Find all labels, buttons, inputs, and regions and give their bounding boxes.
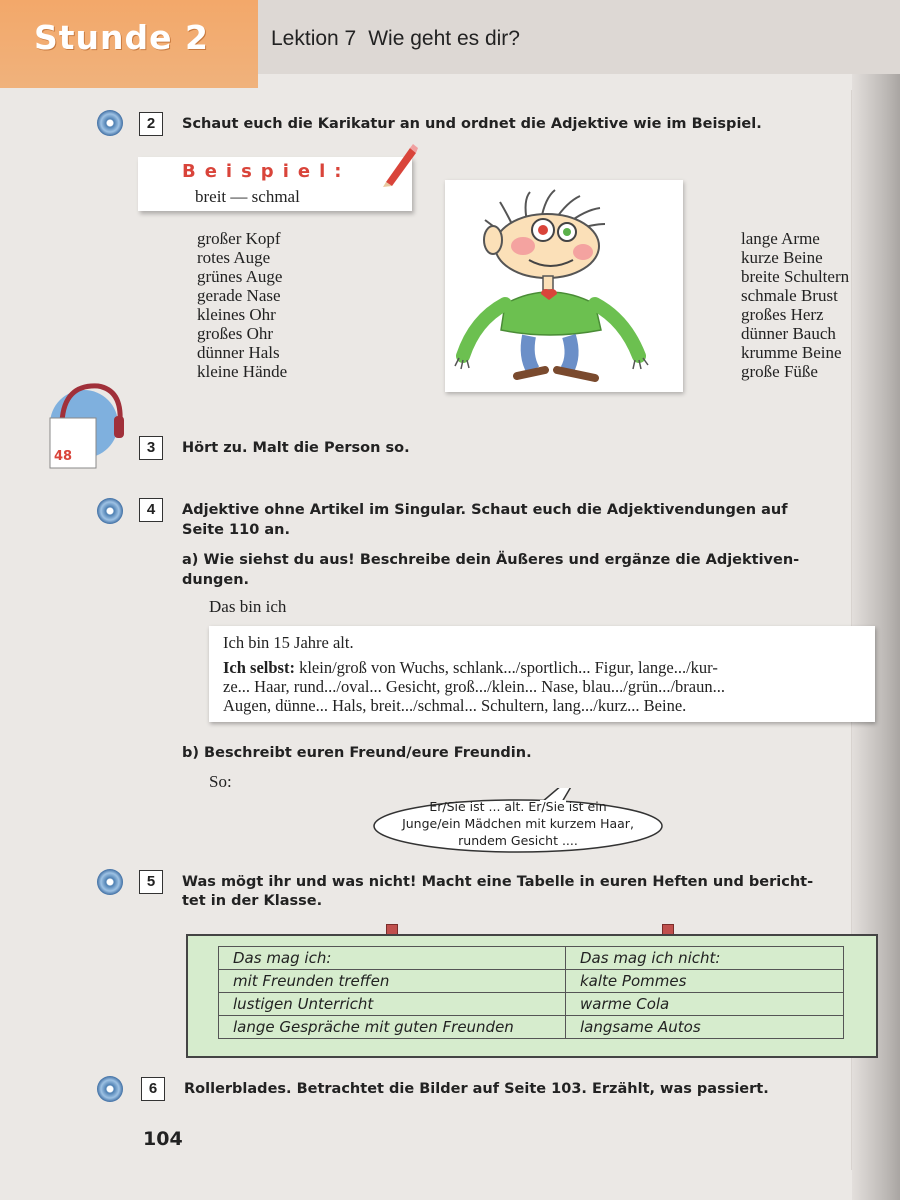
adjective-item: grünes Auge: [197, 267, 283, 286]
audio-track-number: 48: [54, 449, 73, 464]
lesson-name: Wie geht es dir?: [368, 27, 520, 50]
adjective-item: großer Kopf: [197, 229, 281, 248]
adjective-item: kleines Ohr: [197, 305, 276, 324]
exercise-4b: b) Beschreibt euren Freund/eure Freundin.: [182, 745, 532, 761]
adjective-item: rotes Auge: [197, 248, 271, 267]
table-cell: warme Cola: [566, 993, 844, 1016]
pencil-icon: [380, 142, 420, 188]
adjective-item: dünner Bauch: [741, 324, 836, 343]
page-number: 104: [143, 1128, 183, 1150]
exercise-number-5: 5: [139, 870, 163, 894]
table-cell: lange Gespräche mit guten Freunden: [219, 1016, 566, 1039]
table-cell: lustigen Unterricht: [219, 993, 566, 1016]
lektion-label: Lektion 7: [271, 27, 357, 50]
table-cell: langsame Autos: [566, 1016, 844, 1039]
exercise-5-instruction-line2: tet in der Klasse.: [182, 893, 323, 909]
table-row: [219, 970, 844, 993]
cd-icon: [97, 869, 123, 895]
table-row: [219, 1016, 844, 1039]
adjective-item: kurze Beine: [741, 248, 823, 267]
table-cell: kalte Pommes: [566, 970, 844, 993]
adjective-item: kleine Hände: [197, 362, 288, 381]
box-line-1: Ich bin 15 Jahre alt.: [223, 633, 354, 652]
exercise-number-3: 3: [139, 436, 163, 460]
exercise-4a-line2: dungen.: [182, 572, 250, 588]
cd-icon: [97, 110, 123, 136]
caricature-card: [445, 180, 683, 392]
table-header: Das mag ich:: [219, 947, 566, 970]
adjective-item: dünner Hals: [197, 343, 280, 362]
adjective-item: krumme Beine: [741, 343, 842, 362]
exercise-5-instruction-line1: Was mögt ihr und was nicht! Macht eine Tabelle in euren Heften und bericht-: [182, 874, 814, 890]
box-line-3: ze... Haar, rund.../oval... Gesicht, groß.../klein... Nase, blau.../grün.../braun...: [223, 677, 726, 696]
table-row: [219, 993, 844, 1016]
cd-icon: [97, 1076, 123, 1102]
adjective-item: große Füße: [741, 362, 818, 381]
table-header-row: [219, 947, 844, 970]
likes-table-card: [186, 934, 878, 1058]
box-line-2-bold: Ich selbst:: [223, 658, 295, 677]
adjectives-right: [741, 229, 849, 381]
beispiel-box: [138, 157, 412, 211]
exercise-number-6: 6: [141, 1077, 165, 1101]
beispiel-title: Beispiel:: [182, 161, 351, 182]
exercise-4-instruction-line1: Adjektive ohne Artikel im Singular. Schaut euch die Adjektivendungen auf: [182, 502, 788, 518]
lesson-title: [271, 27, 532, 51]
stunde-label: Stunde 2: [34, 18, 209, 57]
adjective-item: lange Arme: [741, 229, 820, 248]
exercise-number-2: 2: [139, 112, 163, 136]
cd-icon: [97, 498, 123, 524]
speech-bubble-text: [380, 798, 656, 849]
box-line-2-text: klein/groß von Wuchs, schlank.../sportlich... Figur, lange.../kur-: [294, 658, 718, 677]
caricature-illustration: [445, 180, 683, 392]
adjective-item: großes Herz: [741, 305, 824, 324]
adjective-item: breite Schultern: [741, 267, 850, 286]
bubble-line-2: Junge/ein Mädchen mit kurzem Haar,: [402, 816, 634, 831]
exercise-number-4: 4: [139, 498, 163, 522]
adjective-item: gerade Nase: [197, 286, 281, 305]
adjective-item: schmale Brust: [741, 286, 838, 305]
beispiel-text: breit — schmal: [195, 187, 300, 206]
table-cell: mit Freunden treffen: [219, 970, 566, 993]
stunde-tab: [0, 0, 258, 88]
likes-table: [218, 946, 844, 1039]
exercise-4-instruction-line2: Seite 110 an.: [182, 522, 290, 538]
adjectives-left: [197, 229, 287, 381]
box-line-4: Augen, dünne... Hals, breit.../schmal... Schultern, lang.../kurz... Beine.: [223, 696, 687, 715]
table-header: Das mag ich nicht:: [566, 947, 844, 970]
self-description-box: [209, 626, 875, 722]
bubble-line-1: Er/Sie ist ... alt. Er/Sie ist ein: [429, 799, 607, 814]
so-label: So:: [209, 772, 232, 791]
das-bin-ich-label: Das bin ich: [209, 597, 287, 616]
exercise-2-instruction: Schaut euch die Karikatur an und ordnet die Adjektive wie im Beispiel.: [182, 116, 762, 132]
exercise-6-instruction: Rollerblades. Betrachtet die Bilder auf Seite 103. Erzählt, was passiert.: [184, 1081, 769, 1097]
box-line-2: [223, 658, 718, 677]
exercise-3-instruction: Hört zu. Malt die Person so.: [182, 440, 410, 456]
exercise-4a-line1: a) Wie siehst du aus! Beschreibe dein Äußeres und ergänze die Adjektiven-: [182, 552, 800, 568]
bubble-line-3: rundem Gesicht ....: [458, 833, 578, 848]
adjective-item: großes Ohr: [197, 324, 274, 343]
